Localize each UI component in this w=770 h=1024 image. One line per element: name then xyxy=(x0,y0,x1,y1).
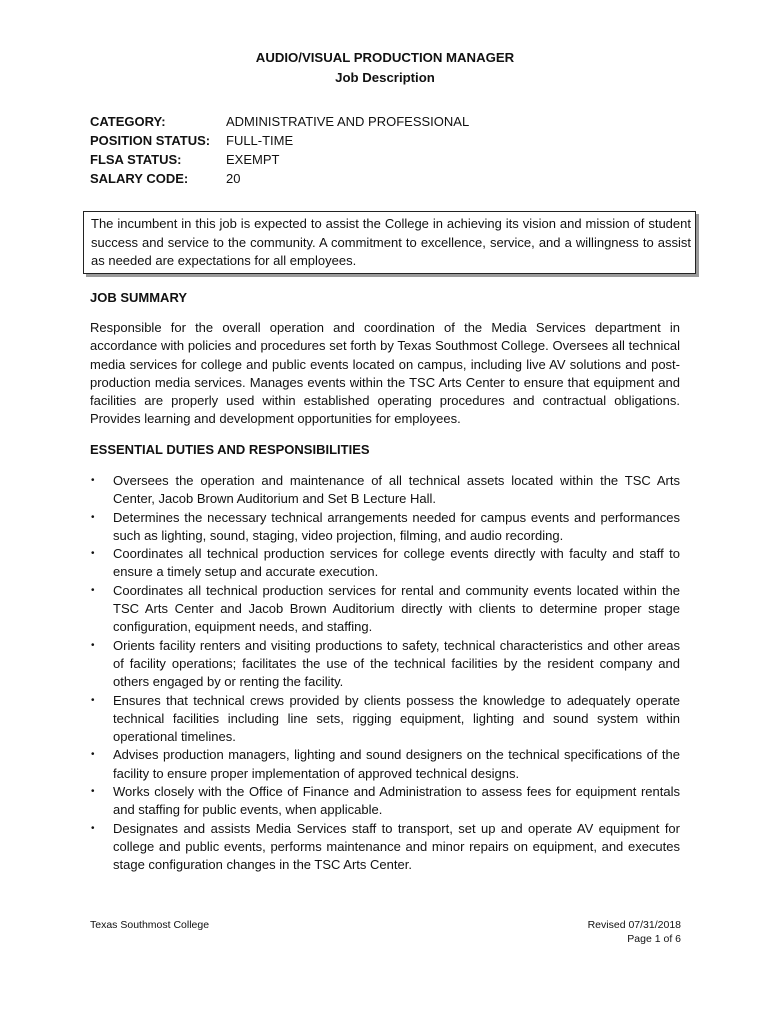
list-item xyxy=(90,509,680,546)
bullet-icon: • xyxy=(91,786,95,798)
bullet-icon: • xyxy=(91,639,95,651)
position-status-value: FULL-TIME xyxy=(226,133,294,148)
list-item xyxy=(90,692,680,747)
bullet-icon: • xyxy=(91,475,95,486)
flsa-status-label: FLSA STATUS: xyxy=(90,152,182,167)
duty-text: Orients facility renters and visiting productions to safety, technical characteristics and other areas of facility operations; facilitates the use of the technical facilities by the resident company and others engaged by or renting the facility. xyxy=(113,637,680,690)
footer-organization: Texas Southmost College xyxy=(90,919,210,931)
duty-text: Works closely with the Office of Finance and Administration to assess fees for equipment rentals and staffing for public events, when applicable. xyxy=(113,784,680,818)
category-value: ADMINISTRATIVE AND PROFESSIONAL xyxy=(226,114,470,129)
bullet-icon: • xyxy=(91,694,95,706)
meta-row-salary-code xyxy=(90,169,690,188)
duty-text: Determines the necessary technical arrangements needed for campus events and performances such as lighting, sound, staging, video projection, filming, and audio recording. xyxy=(113,509,680,543)
list-item xyxy=(90,637,680,692)
footer-page-number: Page 1 of 6 xyxy=(627,933,681,945)
list-item xyxy=(90,820,680,875)
category-label: CATEGORY: xyxy=(90,114,166,129)
document-title: AUDIO/VISUAL PRODUCTION MANAGER xyxy=(255,50,515,65)
salary-code-value: 20 xyxy=(226,171,241,186)
meta-row-position-status xyxy=(90,131,690,150)
document-subtitle: Job Description xyxy=(335,70,435,85)
footer-revised-date: Revised 07/31/2018 xyxy=(587,919,681,931)
job-summary-heading: JOB SUMMARY xyxy=(90,290,188,305)
list-item xyxy=(90,472,680,509)
duty-text: Coordinates all technical production services for college events directly with faculty and staff to ensure a timely setup and accurate execution. xyxy=(113,546,680,580)
bullet-icon: • xyxy=(91,822,95,834)
duty-text: Advises production managers, lighting and sound designers on the technical specifications of the facility to ensure proper implementation of approved technical designs. xyxy=(113,747,680,781)
list-item xyxy=(90,545,680,582)
bullet-icon: • xyxy=(91,548,95,560)
meta-row-category xyxy=(90,112,690,131)
position-status-label: POSITION STATUS: xyxy=(90,133,211,148)
flsa-status-value: EXEMPT xyxy=(226,152,280,167)
bullet-icon: • xyxy=(91,749,95,761)
title-block xyxy=(0,48,770,88)
position-details xyxy=(90,112,690,188)
bullet-icon: • xyxy=(91,511,95,523)
list-item xyxy=(90,582,680,637)
bullet-icon: • xyxy=(91,584,95,596)
duty-text: Ensures that technical crews provided by clients possess the knowledge to adequately operate technical facilities including line sets, rigging equipment, lighting and sound system within operational timelines. xyxy=(113,692,680,745)
duty-text: Designates and assists Media Services staff to transport, set up and operate AV equipment for college and public events, performs maintenance and minor repairs on equipment, and executes stage configuration changes in the TSC Arts Center. xyxy=(113,820,680,873)
salary-code-label: SALARY CODE: xyxy=(90,171,189,186)
duty-text: Coordinates all technical production services for rental and community events located within the TSC Arts Center and Jacob Brown Auditorium directly with clients to determine proper stage configuration, equipment needs, and staffing. xyxy=(113,582,680,635)
list-item xyxy=(90,746,680,783)
duties-list xyxy=(90,472,680,875)
footer-revision-block xyxy=(588,918,681,946)
duty-text: Oversees the operation and maintenance of all technical assets located within the TSC Arts Center, Jacob Brown Auditorium and Set B Lecture Hall. xyxy=(113,473,680,507)
intro-statement-box: The incumbent in this job is expected to assist the College in achieving its vision and mission of student success and service to the community. A commitment to excellence, service, and a willingness to assist as needed are expectations for all employees. xyxy=(83,211,696,274)
list-item xyxy=(90,783,680,820)
duties-heading: ESSENTIAL DUTIES AND RESPONSIBILITIES xyxy=(90,442,370,457)
job-summary-text: Responsible for the overall operation and coordination of the Media Services department in accordance with policies and procedures set forth by Texas Southmost College. Oversees all technical media services for college and public events located on campus, including live AV solutions and post-production media services. Manages events within the TSC Arts Center to ensure that equipment and facilities are properly used within established operating procedures and contractual obligations. Provides learning and development opportunities for employees. xyxy=(90,320,680,427)
meta-row-flsa-status xyxy=(90,150,690,169)
